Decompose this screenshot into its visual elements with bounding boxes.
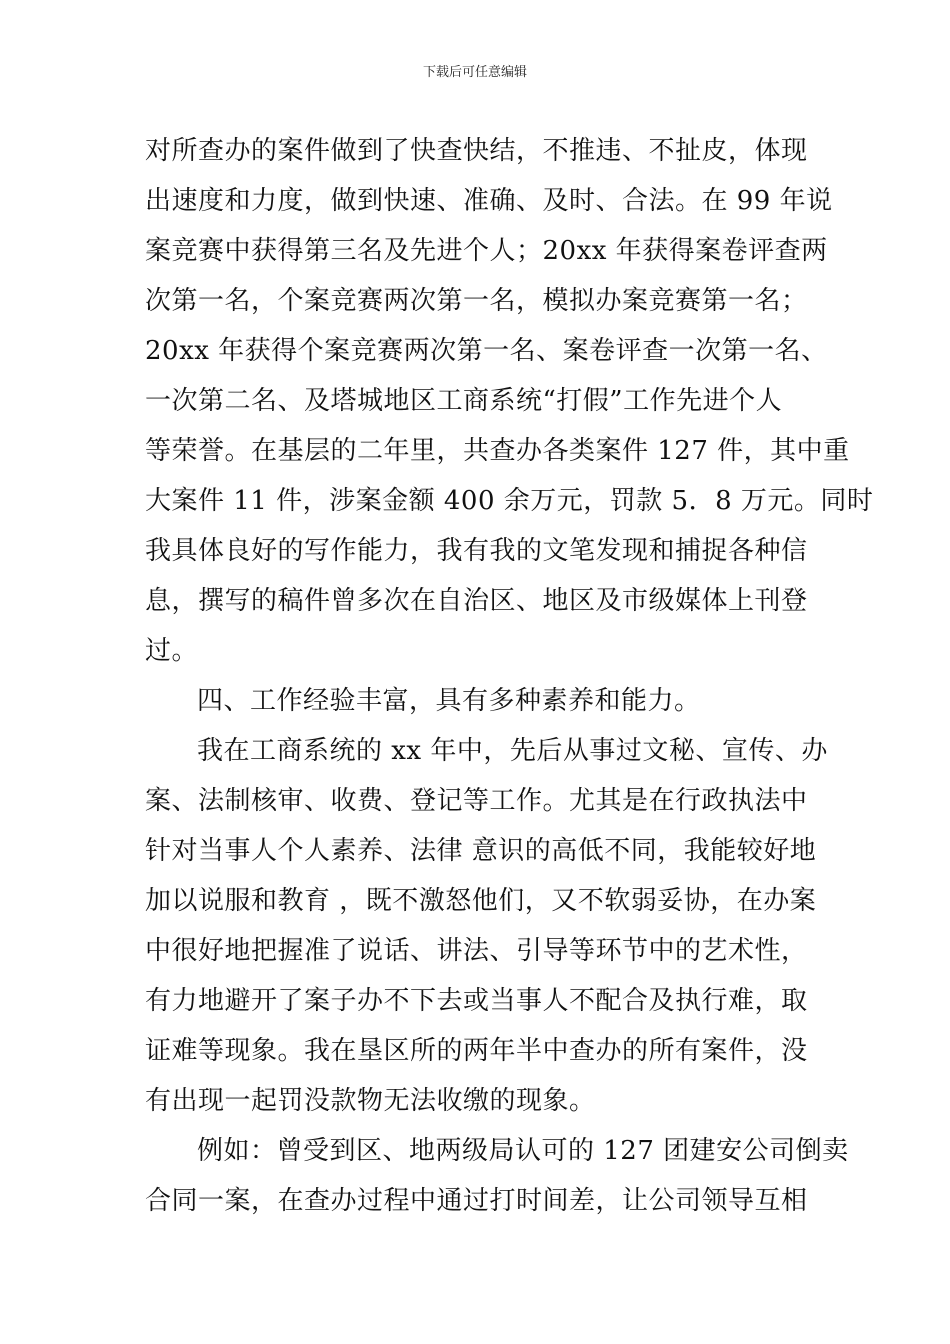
text-line: 次第一名，个案竞赛两次第一名，模拟办案竞赛第一名； xyxy=(145,286,808,316)
text-line: 针对当事人个人素养、法律 意识的高低不同，我能较好地 xyxy=(145,836,817,866)
text-line: 中很好地把握准了说话、讲法、引导等环节中的艺术性， xyxy=(145,936,808,966)
paragraph-4 xyxy=(145,1126,849,1226)
text-line: 过。 xyxy=(145,636,199,666)
text-line: 息，撰写的稿件曾多次在自治区、地区及市级媒体上刊登 xyxy=(145,586,808,616)
text-line: 案竞赛中获得第三名及先进个人；20xx 年获得案卷评查两 xyxy=(145,236,828,266)
text-line: 一次第二名、及塔城地区工商系统“打假”工作先进个人 xyxy=(145,386,783,416)
text-line: 证难等现象。我在垦区所的两年半中查办的所有案件，没 xyxy=(145,1036,808,1066)
text-line: 例如：曾受到区、地两级局认可的 127 团建安公司倒卖 xyxy=(197,1136,849,1166)
text-line: 案、法制核审、收费、登记等工作。尤其是在行政执法中 xyxy=(145,786,808,816)
text-line: 加以说服和教育 ，既不激怒他们，又不软弱妥协，在办案 xyxy=(145,886,817,916)
text-line: 20xx 年获得个案竞赛两次第一名、案卷评查一次第一名、 xyxy=(145,336,828,366)
paragraph-2-heading xyxy=(145,676,810,726)
paragraph-1 xyxy=(145,126,874,676)
document-body xyxy=(145,126,874,1226)
text-line: 有力地避开了案子办不下去或当事人不配合及执行难，取 xyxy=(145,986,808,1016)
text-line: 对所查办的案件做到了快查快结，不推违、不扯皮，体现 xyxy=(145,136,808,166)
text-line: 我具体良好的写作能力，我有我的文笔发现和捕捉各种信 xyxy=(145,536,808,566)
section-heading: 四、工作经验丰富，具有多种素养和能力。 xyxy=(197,686,701,716)
text-line: 我在工商系统的 xx 年中，先后从事过文秘、宣传、办 xyxy=(197,736,828,766)
paragraph-3 xyxy=(145,726,828,1126)
text-line: 大案件 11 件，涉案金额 400 余万元，罚款 5．8 万元。同时 xyxy=(145,486,874,516)
text-line: 出速度和力度，做到快速、准确、及时、合法。在 99 年说 xyxy=(145,186,833,216)
text-line: 有出现一起罚没款物无法收缴的现象。 xyxy=(145,1086,596,1116)
text-line: 等荣誉。在基层的二年里，共查办各类案件 127 件，其中重 xyxy=(145,436,850,466)
text-line: 合同一案，在查办过程中通过打时间差，让公司领导互相 xyxy=(145,1186,808,1216)
page-header: 下载后可任意编辑 xyxy=(422,65,527,80)
